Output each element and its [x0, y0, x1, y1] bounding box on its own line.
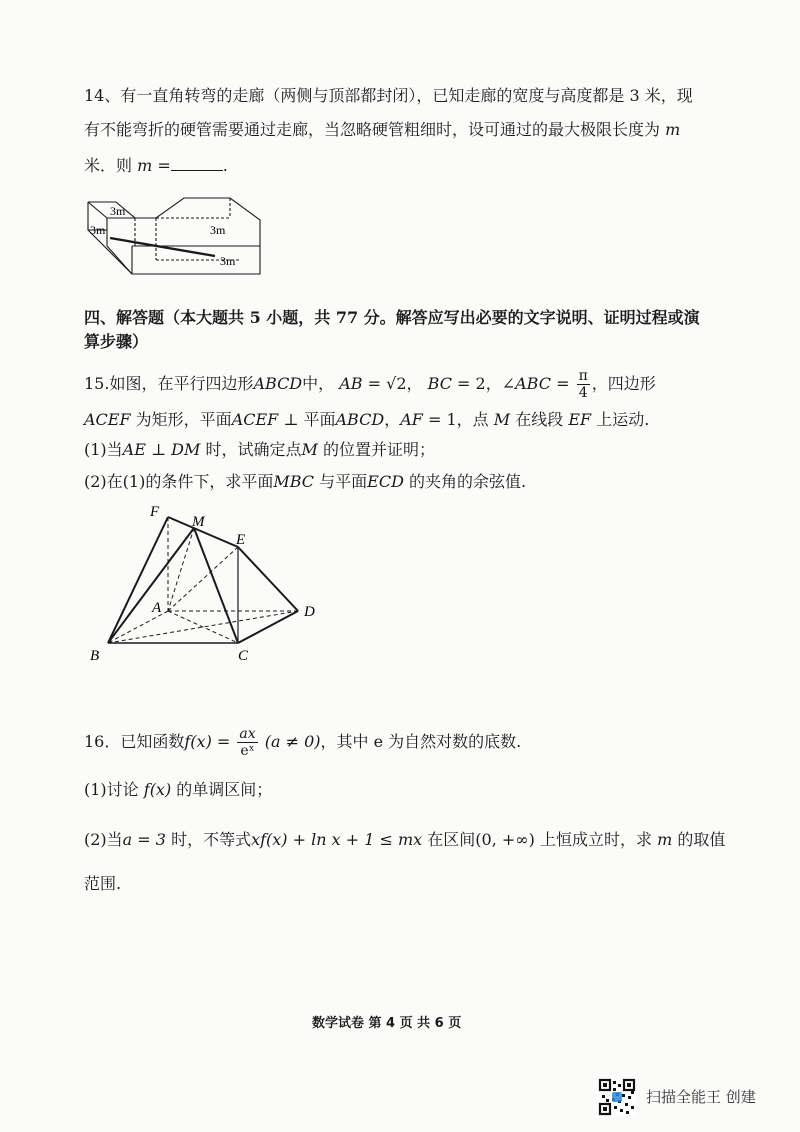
q14-line2: 有不能弯折的硬管需要通过走廊，当忽略硬管粗细时，设可通过的最大极限长度为 m: [84, 120, 681, 139]
fraction-ax-over-ex: $\frac{ax}{\text{eˣ}}$: [239, 726, 256, 759]
q14-line3: 米．则 m = .: [84, 156, 228, 175]
q15-part2: (2)在(1)的条件下，求平面MBC 与平面ECD 的夹角的余弦值.: [84, 472, 527, 491]
label-E: E: [236, 532, 246, 548]
scanner-watermark: 扫描全能王 创建: [646, 1088, 756, 1106]
label-C: C: [238, 648, 249, 664]
corridor-figure: [80, 190, 280, 282]
fig-label-3m: 3m: [90, 223, 106, 237]
label-F: F: [150, 504, 160, 520]
q16-part2: (2)当a = 3 时，不等式xf(x) + ln x + 1 ≤ mx 在区间(0, +∞) 上恒成立时，求 m 的取值: [84, 830, 726, 849]
fig-label-3m: 3m: [110, 204, 126, 218]
q15-line1: 15.如图，在平行四边形ABCD中， AB = √2， BC = 2，∠ABC = $\frac{\pi}{4}$ ，四边形: [84, 368, 656, 401]
section4-heading-line1: 四、解答题（本大题共 5 小题，共 77 分。解答应写出必要的文字说明、证明过程或演: [84, 308, 700, 327]
fig-label-3m: 3m: [210, 223, 226, 237]
section4-heading-line2: 算步骤）: [84, 332, 149, 351]
q15-part1: (1)当AE ⊥ DM 时，试确定点M 的位置并证明；: [84, 440, 435, 459]
q16-part1: (1)讨论 f(x) 的单调区间；: [84, 780, 273, 799]
qr-code-icon: [598, 1078, 636, 1116]
fraction-pi-over-4: $\frac{\pi}{4}$: [578, 368, 588, 401]
q16-part2-line2: 范围.: [84, 874, 122, 893]
answer-blank: [171, 156, 223, 171]
label-A: A: [152, 600, 162, 616]
pipe: [110, 238, 215, 256]
page-footer: 数学试卷 第 4 页 共 6 页: [312, 1016, 462, 1031]
q16-line1: 16．已知函数f(x) = $\frac{ax}{\text{eˣ}}$ (a ≠ 0)，其中 e 为自然对数的底数.: [84, 726, 522, 759]
q14-line1: 14、有一直角转弯的走廊（两侧与顶部都封闭），已知走廊的宽度与高度都是 3 米，现: [84, 86, 693, 105]
fig-label-3m: 3m: [220, 254, 236, 268]
label-M: M: [192, 514, 205, 530]
label-D: D: [304, 604, 315, 620]
q15-line2: ACEF 为矩形，平面ACEF ⊥ 平面ABCD，AF = 1，点 M 在线段 EF 上运动.: [84, 410, 650, 429]
label-B: B: [90, 648, 100, 664]
solid-figure: [86, 500, 326, 670]
